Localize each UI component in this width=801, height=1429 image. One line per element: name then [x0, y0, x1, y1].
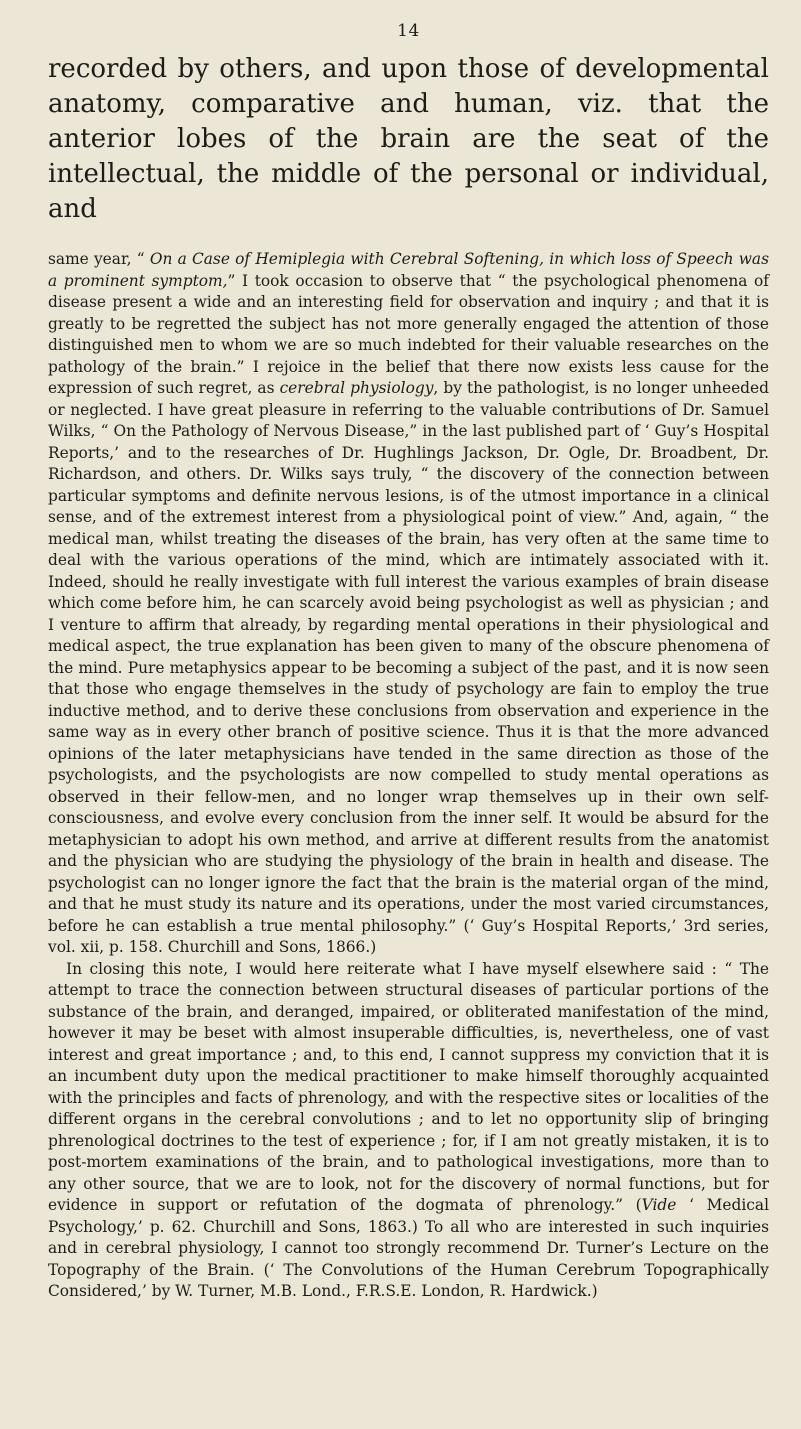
page-number: 14 [397, 21, 420, 41]
footnote-paragraph-2 [48, 959, 769, 1303]
case-title-italic: On a Case of Hemiplegia with Cerebral Softening, in which loss of Speech was a prominent symptom, [48, 250, 769, 290]
footnote-text: , by the pathologist, is no longer unheeded or neglected. I have great pleasure in referring to the valuable contributions of Dr. Samuel Wilks, “ On the Pathology of Nervous Disease,” in the last published part of ‘ Guy’s Hospital Reports,’ and to the researches of Dr. Hughlings Jackson, Dr. Ogle, Dr. Broadbent, Dr. Richardson, and others. Dr. Wilks says truly, “ the discovery of the connection between particular symptoms and definite nervous lesions, is of the utmost importance in a clinical sense, and of the extremest interest from a physiological point of view.” And, again, “ the medical man, whilst treating the diseases of the brain, has very often at the same time to deal with the various operations of the mind, which are intimately associated with it. Indeed, should he really investigate with full interest the various examples of brain disease which come before him, he can scarcely avoid being psychologist as well as physician ; and I venture to affirm that already, by regarding mental operations in their physiological and medical aspect, the true explanation has been given to many of the obscure phenomena of the mind. Pure metaphysics appear to be becoming a subject of the past, and it is now seen that those who engage themselves in the study of psychology are fain to employ the true inductive method, and to derive these conclusions from observation and experience in the same way as in every other branch of positive science. Thus it is that the more advanced opinions of the later metaphysicians have tended in the same direction as those of the psychologists, and the psychologists are now compelled to study mental operations as observed in their fellow-men, and no longer wrap themselves up in their own self-consciousness, and evolve every conclusion from the inner self. It would be absurd for the metaphysician to adopt his own method, and arrive at different results from the anatomist and the physician who are studying the physiology of the brain in health and disease. The psychologist can no longer ignore the fact that the brain is the material organ of the mind, and that he must study its nature and its operations, under the most varied circumstances, before he can establish a true mental philosophy.” (‘ Guy’s Hospital Reports,’ 3rd series, vol. xii, p. 158. Churchill and Sons, 1866.) [48, 379, 769, 956]
footnote [48, 249, 769, 1303]
footnote-text: ” I took occasion to observe that “ the psychological phenomena of disease present a wide and an interesting field for observation and inquiry ; and that it is greatly to be regretted the subject has not more generally engaged the attention of those distinguished men to whom we are so much indebted for their valuable researches on the pathology of the brain.” I rejoice in the belief that there now exists less cause for the expression of such regret, as [48, 271, 770, 397]
cerebral-physiology-italic: cerebral physiology [279, 379, 434, 397]
footnote-text: same year, “ [48, 250, 150, 268]
footnote-text: In closing this note, I would here reiterate what I have myself elsewhere said : “ The attempt to trace the connection between structural diseases of particular portions of the substance of the brain, and deranged, impaired, or obliterated manifestation of the mind, however it may be beset with almost insuperable difficulties, is, nevertheless, one of vast interest and great importance ; and, to this end, I cannot suppress my conviction that it is an incumbent duty upon the medical practitioner to make himself thoroughly acquainted with the principles and facts of phrenology, and with the respective sites or localities of the different organs in the cerebral convolutions ; and to let no opportunity slip of bringing phrenological doctrines to the test of experience ; for, if I am not greatly mistaken, it is to post-mortem examinations of the brain, and to pathological investigations, more than to any other source, that we are to look, not for the discovery of normal functions, but for evidence in support or refutation of the dogmata of phrenology.” ( [48, 959, 769, 1214]
footnote-text: ‘ Medical Psychology,’ p. 62. Churchill and Sons, 1863.) To all who are interested in such inquiries and in cerebral physiology, I cannot too strongly recommend Dr. Turner’s Lecture on the Topography of the Brain. (‘ The Convolutions of the Human Cerebrum Topographically Considered,’ by W. Turner, M.B. Lond., F.R.S.E. London, R. Hardwick.) [48, 1196, 769, 1300]
lead-paragraph: recorded by others, and upon those of developmental anatomy, comparative and human, viz. that the anterior lobes of the brain are the seat of the intellectual, the middle of the personal or individual, and [48, 54, 769, 224]
footnote-paragraph-1 [48, 249, 769, 959]
vide-italic: Vide [641, 1196, 677, 1214]
